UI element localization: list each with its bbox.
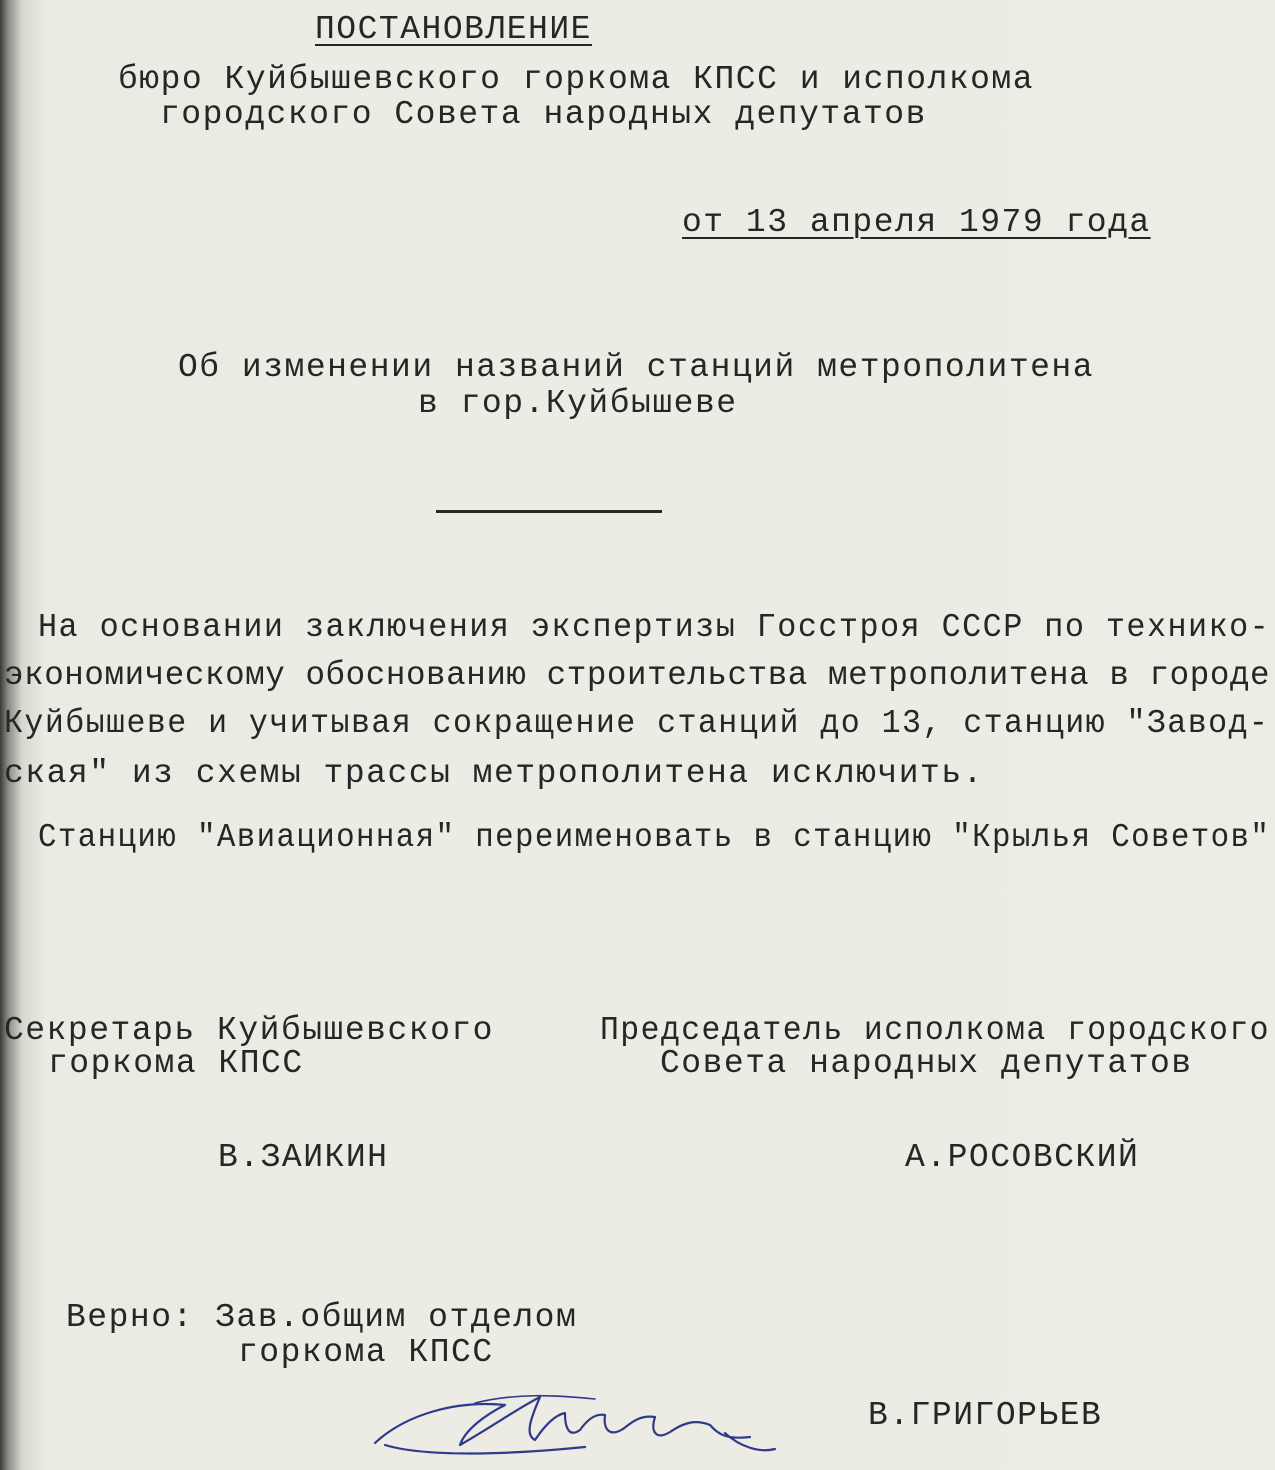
body-paragraph-1-line-3: Куйбышеве и учитывая сокращение станций до 13, станцию "Завод- bbox=[4, 705, 1270, 742]
document-date: от 13 апреля 1979 года bbox=[682, 204, 1151, 241]
handwritten-signature bbox=[365, 1385, 785, 1465]
right-signatory-title-1: Председатель исполкома городского bbox=[600, 1012, 1270, 1049]
divider-line bbox=[436, 510, 662, 513]
issuing-body-line-1: бюро Куйбышевского горкома КПСС и исполкома bbox=[118, 61, 1035, 98]
document-title: ПОСТАНОВЛЕНИЕ bbox=[315, 11, 592, 48]
right-signatory-title-2: Совета народных депутатов bbox=[660, 1045, 1193, 1082]
subject-line-1: Об изменении названий станций метрополитена bbox=[178, 349, 1095, 386]
certification-line-1: Верно: Зав.общим отделом bbox=[66, 1299, 578, 1336]
body-paragraph-2: Станцию "Авиационная" переименовать в станцию "Крылья Советов" bbox=[38, 819, 1271, 856]
subject-line-2: в гор.Куйбышеве bbox=[418, 385, 738, 422]
issuing-body-line-2: городского Совета народных депутатов bbox=[160, 96, 927, 133]
left-signatory-title-1: Секретарь Куйбышевского bbox=[4, 1012, 494, 1049]
left-signatory-title-2: горкома КПСС bbox=[48, 1045, 304, 1082]
body-paragraph-1-line-1: На основании заключения экспертизы Госстроя СССР по технико- bbox=[38, 609, 1271, 646]
certification-line-2: горкома КПСС bbox=[238, 1334, 494, 1371]
body-paragraph-1-line-4: ская" из схемы трассы метрополитена исключить. bbox=[4, 755, 984, 792]
left-signatory-name: В.ЗАИКИН bbox=[218, 1139, 389, 1176]
certification-name: В.ГРИГОРЬЕВ bbox=[868, 1397, 1103, 1434]
right-signatory-name: А.РОСОВСКИЙ bbox=[905, 1139, 1140, 1176]
body-paragraph-1-line-2: экономическому обоснованию строительства метрополитена в городе bbox=[4, 657, 1271, 694]
